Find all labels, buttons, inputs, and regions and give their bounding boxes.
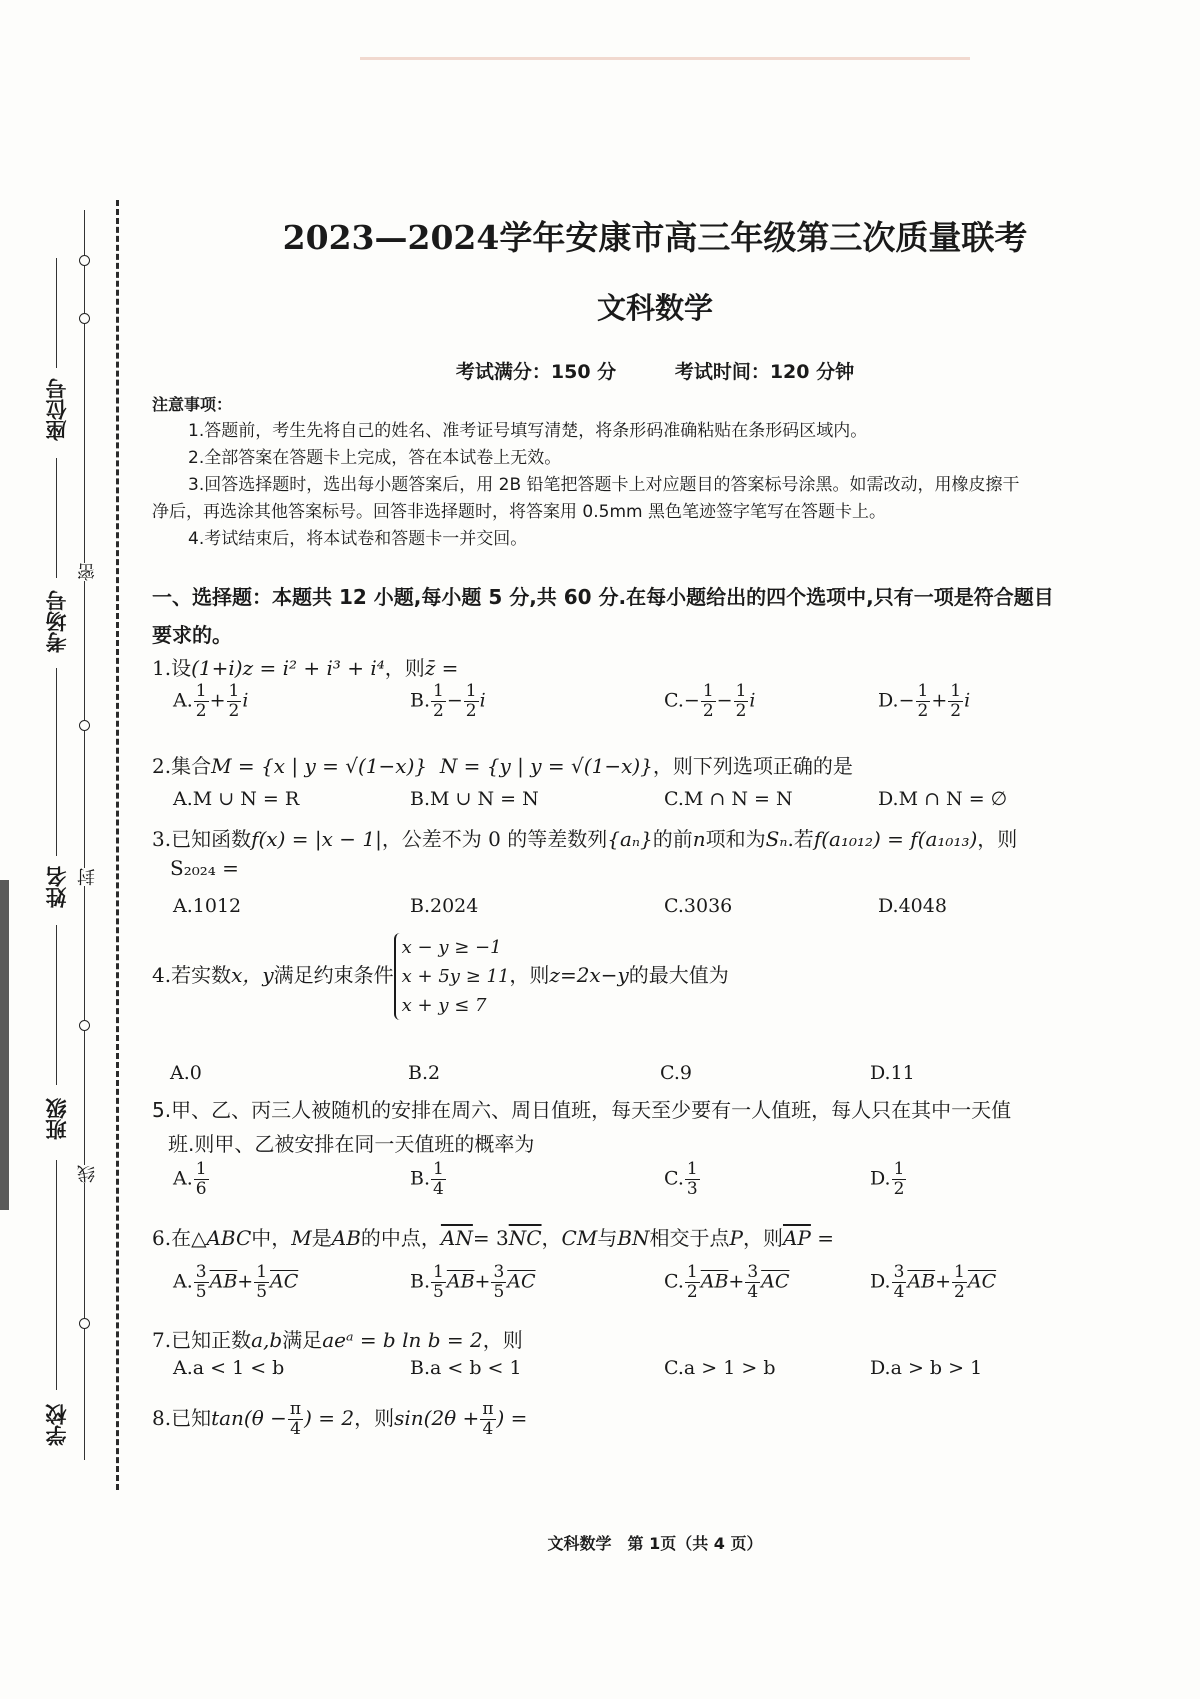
q6-option-a[interactable]: A. $\frac{3}{5}$ $\overline{AB}+$ $\frac{1}{5}$ $\overline{AC}$	[173, 1262, 299, 1302]
q6-option-d[interactable]: D. $\frac{3}{4}$ $\overline{AB}+$ $\frac{1}{2}$ $\overline{AC}$	[870, 1262, 997, 1302]
q3-option-b[interactable]: B.2024	[410, 895, 479, 917]
q4-constraint-system	[394, 933, 510, 1020]
full-score: 考试满分：150 分	[455, 361, 617, 383]
field-line-name	[56, 668, 57, 856]
field-school: 学校	[45, 1404, 69, 1446]
q7-option-d[interactable]: D.a > b > 1	[870, 1357, 983, 1379]
section-heading-line: 一、选择题：本题共 12 小题,每小题 5 分,共 60 分.在每小题给出的四个选项中,只有一项是符合题目	[152, 585, 1054, 609]
binding-hole	[79, 313, 90, 324]
q2-set-n: N = {y | y = √(1−x)}	[439, 754, 653, 778]
question-4	[152, 933, 729, 1020]
q5-option-c[interactable]: C. $\frac{1}{3}$	[664, 1159, 698, 1199]
seal-feng: 封	[77, 868, 98, 886]
q4-option-b[interactable]: B.2	[408, 1062, 441, 1084]
q4-vars: x，y	[231, 963, 274, 987]
q3-text: ，则	[977, 827, 1018, 851]
question-2	[152, 750, 853, 779]
binding-hole	[79, 720, 90, 731]
field-line-school	[56, 1160, 57, 1390]
seal-xian: 线	[77, 1165, 98, 1183]
q3-text: 的前	[652, 827, 693, 851]
question-8: 8.已知tan(θ − $\frac{\pi}{4}$ ) = 2，则sin(2θ + $\frac{\pi}{4}$ ) =	[152, 1399, 528, 1439]
q5-option-b[interactable]: B. $\frac{1}{4}$	[410, 1159, 444, 1199]
field-line-class	[56, 925, 57, 1085]
question-5-line2: 班.则甲、乙被安排在同一天值班的概率为	[168, 1132, 535, 1156]
constraint: x − y ≥ −1	[401, 937, 502, 958]
notice-heading: 注意事项：	[152, 395, 233, 414]
question-6: 6.在△ABC中，M是AB的中点，$\overline{AN}= 3\overline{NC}$，CM与BN相交于点P，则$\overline{AP}$ =	[152, 1226, 835, 1250]
binding-margin	[0, 0, 130, 1699]
field-line-room	[56, 458, 57, 578]
q3-text: ，公差不为 0 的等差数列	[381, 827, 608, 851]
q7-option-b[interactable]: B.a < b < 1	[410, 1357, 522, 1379]
q4-text: 4.若实数	[152, 963, 232, 987]
q4-option-a[interactable]: A.0	[170, 1062, 202, 1084]
q1-stem: 1.设	[152, 656, 192, 680]
field-name: 姓名	[45, 866, 69, 908]
q3-sn: Sₙ	[765, 827, 788, 851]
exam-info	[150, 357, 1160, 384]
q7-option-c[interactable]: C.a > 1 > b	[664, 1357, 776, 1379]
option-letter: A.	[173, 689, 193, 712]
section-heading	[152, 578, 1082, 654]
q2-option-a[interactable]: A.M ∪ N = R	[173, 788, 300, 810]
q4-option-c[interactable]: C.9	[660, 1062, 692, 1084]
constraint: x + 5y ≥ 11	[401, 966, 510, 987]
notice-item: 2.全部答案在答题卡上完成，答在本试卷上无效。	[188, 448, 562, 468]
fraction: $\frac{1}{2}$	[465, 681, 477, 721]
field-class: 班级	[45, 1098, 69, 1140]
q3-sequence: {aₙ}	[607, 827, 653, 851]
operator: −	[716, 689, 733, 712]
q3-function: f(x) = |x − 1|	[251, 827, 382, 851]
fraction: $\frac{1}{2}$	[950, 681, 962, 721]
q3-condition: f(a₁₀₁₂) = f(a₁₀₁₃)	[813, 827, 978, 851]
fraction: $\frac{1}{2}$	[735, 681, 747, 721]
q5-option-a[interactable]: A. $\frac{1}{6}$	[173, 1159, 207, 1199]
field-exam-room: 考场号	[45, 590, 69, 653]
operator: +	[209, 689, 226, 712]
notice-item: 1.答题前，考生先将自己的姓名、准考证号填写清楚，将条形码准确粘贴在条形码区域内。	[188, 421, 868, 441]
fraction: $\frac{1}{2}$	[433, 681, 444, 721]
q4-text: ，则	[509, 963, 550, 987]
q1-option-a[interactable]	[173, 682, 248, 721]
q2-option-b[interactable]: B.M ∪ N = N	[410, 788, 539, 810]
q2-stem-suffix: ，则下列选项正确的是	[652, 754, 853, 778]
q1-option-d[interactable]	[878, 682, 970, 721]
imaginary-unit: i	[964, 689, 971, 712]
question-3	[152, 823, 1017, 852]
seal-mi: 密	[77, 563, 98, 581]
q4-text: 的最大值为	[628, 963, 729, 987]
q5-option-d[interactable]: D. $\frac{1}{2}$	[870, 1159, 905, 1199]
notice-item: 净后，再选涂其他答案标号。回答非选择题时，将答案用 0.5mm 黑色笔迹签字笔写在答题卡上。	[152, 502, 886, 522]
exam-title: 2023—2024学年安康市高三年级第三次质量联考	[282, 218, 1028, 257]
fraction: $\frac{1}{2}$	[228, 681, 240, 721]
q2-stem: 2.集合	[152, 754, 212, 778]
q2-option-c[interactable]: C.M ∩ N = N	[664, 788, 793, 810]
q4-text: 满足约束条件	[273, 963, 394, 987]
q3-option-d[interactable]: D.4048	[878, 895, 947, 917]
operator: −	[446, 689, 463, 712]
q3-target: S₂₀₂₄ =	[170, 856, 239, 880]
section-heading-line: 要求的。	[152, 623, 232, 647]
fraction: $\frac{1}{2}$	[917, 681, 929, 721]
imaginary-unit: i	[749, 689, 756, 712]
q1-stem-suffix: ，则	[384, 656, 425, 680]
cut-line	[116, 200, 119, 1490]
binding-hole	[79, 255, 90, 266]
duration: 考试时间：120 分钟	[674, 361, 855, 383]
exam-subject: 文科数学	[596, 291, 713, 325]
q3-option-c[interactable]: C.3036	[664, 895, 733, 917]
q3-text: .若	[787, 827, 814, 851]
operator: +	[931, 689, 948, 712]
question-5-line1: 5.甲、乙、丙三人被随机的安排在周六、周日值班，每天至少要有一人值班，每人只在其中一天值	[152, 1098, 1012, 1122]
q2-option-d[interactable]: D.M ∩ N = ∅	[878, 788, 1008, 810]
fraction: $\frac{1}{2}$	[195, 681, 207, 721]
q6-option-c[interactable]: C. $\frac{1}{2}$ $\overline{AB}+$ $\frac{3}{4}$ $\overline{AC}$	[664, 1262, 790, 1302]
option-letter: C.−	[664, 689, 700, 712]
q7-option-a[interactable]: A.a < 1 < b	[173, 1357, 285, 1379]
question-7: 7.已知正数a,b满足aeᵃ = b ln b = 2，则	[152, 1328, 523, 1352]
q1-option-b[interactable]	[410, 682, 486, 721]
field-line-seat	[56, 258, 57, 368]
q4-option-d[interactable]: D.11	[870, 1062, 915, 1084]
notice-item: 4.考试结束后，将本试卷和答题卡一并交回。	[188, 529, 528, 549]
q1-target: z̄ =	[424, 656, 459, 680]
option-letter: B.	[410, 689, 431, 712]
field-seat-number: 座位号	[45, 378, 69, 441]
q4-objective: z=2x−y	[549, 963, 629, 987]
binding-hole	[79, 1318, 90, 1329]
imaginary-unit: i	[479, 689, 486, 712]
q1-option-c[interactable]	[664, 682, 755, 721]
q1-expression: (1+i)z = i² + i³ + i⁴	[191, 656, 385, 680]
q3-text: 项和为	[705, 827, 766, 851]
q6-option-b[interactable]: B. $\frac{1}{5}$ $\overline{AB}+$ $\frac{3}{5}$ $\overline{AC}$	[410, 1262, 536, 1302]
page-footer: 文科数学 第 1页（共 4 页）	[547, 1534, 763, 1553]
notice-item: 3.回答选择题时，选出每小题答案后，用 2B 铅笔把答题卡上对应题目的答案标号涂黑。如需改动，用橡皮擦干	[188, 475, 1020, 495]
option-letter: D.−	[878, 689, 915, 712]
scan-tint	[360, 57, 970, 60]
fraction: $\frac{1}{2}$	[702, 681, 714, 721]
scan-edge-shadow	[0, 880, 9, 1210]
q2-set-m: M = {x | y = √(1−x)}	[211, 754, 428, 778]
constraint: x + y ≤ 7	[401, 995, 487, 1016]
q3-text: 3.已知函数	[152, 827, 252, 851]
imaginary-unit: i	[242, 689, 249, 712]
binding-line	[84, 210, 85, 1460]
q3-n: n	[692, 827, 706, 851]
binding-hole	[79, 1020, 90, 1031]
q3-option-a[interactable]: A.1012	[173, 895, 242, 917]
question-1	[152, 652, 458, 681]
